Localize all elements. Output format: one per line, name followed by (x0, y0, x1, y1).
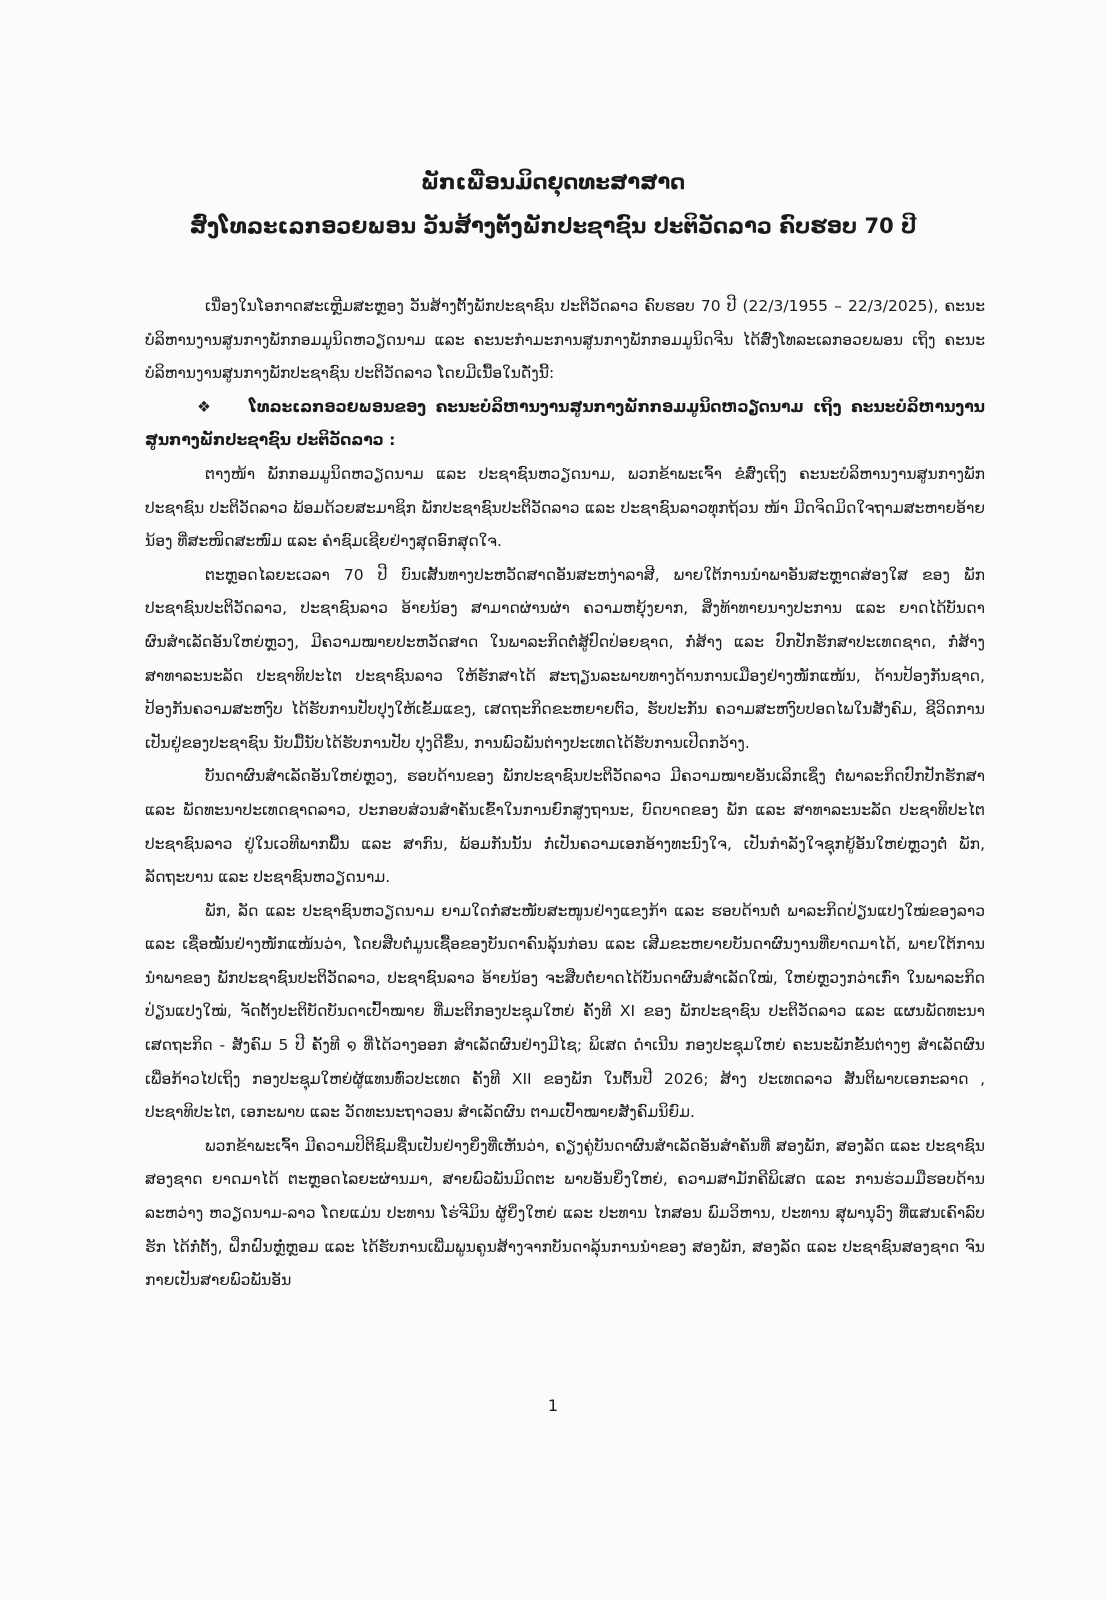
paragraph-greeting: ຕາງໜ້າ ພັກກອມມູນິດຫວຽດນາມ ແລະ ປະຊາຊົນຫວຽດນາມ, ພວກຂ້າພະເຈົ້າ ຂໍສົ່ງເຖິງ ຄະນະບໍລິຫານງານສູນກາງພັກປະຊາຊົນ ປະຕິວັດລາວ ພ້ອມດ້ວຍສະມາຊິກ ພັກປະຊາຊົນປະຕິວັດລາວ ແລະ ປະຊາຊົນລາວທຸກຖ້ວນ ໜ້າ ມີດຈິດມິດໃຈຖາມສະຫາຍອ້າຍນ້ອງ ທີ່ສະໜິດສະໜົມ ແລະ ຄຳຊົມເຊີຍຢ່າງສຸດອົກສຸດໃຈ. (145, 464, 985, 551)
document-body (145, 290, 985, 1298)
diamond-bullet-icon: ❖ (197, 397, 211, 416)
page-number: 1 (547, 1396, 559, 1415)
paragraph-relations: ພວກຂ້າພະເຈົ້າ ມີຄວາມປິຕິຊົມຊື່ນເປັນຢ່າງຍິ່ງທີ່ເຫັນວ່າ, ຄຽງຄູ່ບັນດາຜົນສຳເລັດອັນສຳຄັນທີ່ ສອງພັກ, ສອງລັດ ແລະ ປະຊາຊົນສອງຊາດ ຍາດມາໄດ້ ຕະຫຼອດໄລຍະຜ່ານມາ, ສາຍພົວພັນມິດຕະ ພາບອັນຍິ່ງໃຫຍ່, ຄວາມສາມັກຄີພິເສດ ແລະ ການຮ່ວມມືຮອບດ້ານ ລະຫວ່າງ ຫວຽດນາມ-ລາວ ໂດຍແມ່ນ ປະທານ ໂຮ່ຈີມິນ ຜູ້ຍິ່ງໃຫຍ່ ແລະ ປະທານ ໄກສອນ ພົມວິຫານ, ປະທານ ສຸພານຸວົງ ທີ່ແສນເຄົາລົບຮັກ ໄດ້ກໍ່ຕັ້ງ, ຝຶກຝົນຫຼໍ່ຫຼອມ ແລະ ໄດ້ຮັບການເພີ່ມພູນຄູນສ້າງຈາກບັນດາລຸ້ນການນຳຂອງ ສອງພັກ, ສອງລັດ ແລະ ປະຊາຊົນສອງຊາດ ຈົນກາຍເປັນສາຍພົວພັນອັນ (145, 1136, 985, 1290)
paragraph-history: ຕະຫຼອດໄລຍະເວລາ 70 ປີ ບົນເສັ້ນທາງປະຫວັດສາດອັນສະຫງ່າລາສີ, ພາຍໃຕ້ການນຳພາອັນສະຫຼາດສ່ອງໃສ ຂອງ ພັກປະຊາຊົນປະຕິວັດລາວ, ປະຊາຊົນລາວ ອ້າຍນ້ອງ ສາມາດຜ່ານຜ່າ ຄວາມຫຍຸ້ງຍາກ, ສິ່ງທ້າທາຍນາງປະການ ແລະ ຍາດໄດ້ບັນດາຜົນສຳເລັດອັນໃຫຍ່ຫຼວງ, ມີຄວາມໝາຍປະຫວັດສາດ ໃນພາລະກິດຕໍ່ສູ້ປົດປ່ອຍຊາດ, ກໍ່ສ້າງ ແລະ ປົກປັກຮັກສາປະເທດຊາດ, ກໍ່ສ້າງ ສາທາລະນະລັດ ປະຊາທິປະໄຕ ປະຊາຊົນລາວ ໃຫ້ຮັກສາໄດ້ ສະຖຽນລະພາບທາງດ້ານການເມືອງຢ່າງໜັກແໜ້ນ, ດ້ານປ້ອງກັນຊາດ, ປ້ອງກັນຄວາມສະຫງົບ ໄດ້ຮັບການປັບປຸງໃຫ້ເຂັ້ມແຂງ, ເສດຖະກິດຂະຫຍາຍຕົວ, ຮັບປະກັນ ຄວາມສະຫງົບປອດໄພໃນສັງຄົມ, ຊີວິດການເປັນຢູ່ຂອງປະຊາຊົນ ນັບມື້ນັບໄດ້ຮັບການປັບ ປຸງດີຂຶ້ນ, ການພົວພັນຕ່າງປະເທດໄດ້ຮັບການເປີດກວ້າງ. (145, 565, 985, 752)
paragraph-intro: ເນື່ອງໃນໂອກາດສະເຫຼີມສະຫຼອງ ວັນສ້າງຕັ້ງພັກປະຊາຊົນ ປະຕິວັດລາວ ຄົບຮອບ 70 ປີ (22/3/1955 – 22/3/2025), ຄະນະບໍລິຫານງານສູນກາງພັກກອມມູນິດຫວຽດນາມ ແລະ ຄະນະກຳມະການສູນກາງພັກກອມມູນິດຈີນ ໄດ້ສົ່ງໂທລະເລກອວຍພອນ ເຖິງ ຄະນະບໍລິຫານງານສູນກາງພັກປະຊາຊົນ ປະຕິວັດລາວ ໂດຍມີເນື້ອໃນດັ່ງນີ້: (145, 297, 985, 383)
document-title: ພັກເພື່ອນມິດຍຸດທະສາສາດ (420, 170, 686, 194)
paragraph-support: ພັກ, ລັດ ແລະ ປະຊາຊົນຫວຽດນາມ ຍາມໃດກໍ່ສະໜັບສະໜູນຢ່າງແຂງກ້າ ແລະ ຮອບດ້ານຕໍ່ ພາລະກິດປ່ຽນແປງໃໝ່ຂອງລາວ ແລະ ເຊື່ອໝັ້ນຢ່າງໜັກແໜ້ນວ່າ, ໂດຍສືບຕໍ່ມູນເຊື້ອຂອງບັນດາຄົນລຸ້ນກ່ອນ ແລະ ເສີມຂະຫຍາຍບັນດາຜົນງານທີ່ຍາດມາໄດ້, ພາຍໃຕ້ການນຳພາຂອງ ພັກປະຊາຊົນປະຕິວັດລາວ, ປະຊາຊົນລາວ ອ້າຍນ້ອງ ຈະສືບຕໍ່ຍາດໄດ້ບັນດາຜົນສຳເລັດໃໝ່, ໃຫຍ່ຫຼວງກວ່າເກົ່າ ໃນພາລະກິດປ່ຽນແປງໃໝ່, ຈັດຕັ້ງປະຕິບັດບັນດາເປົ້າໝາຍ ທີ່ມະຕິກອງປະຊຸມໃຫຍ່ ຄັ້ງທີ XI ຂອງ ພັກປະຊາຊົນ ປະຕິວັດລາວ ແລະ ແຜນພັດທະນາເສດຖະກິດ - ສັງຄົມ 5 ປີ ຄັ້ງທີ ໑ ທີ່ໄດ້ວາງອອກ ສຳເລັດຜົນຢ່າງມີໄຊ; ພິເສດ ດຳເນີນ ກອງປະຊຸມໃຫຍ່ ຄະນະພັກຂັ້ນຕ່າງໆ ສຳເລັດຜົນ ເພື່ອກ້າວໄປເຖິງ ກອງປະຊຸມໃຫຍ່ຜູ້ແທນທົ່ວປະເທດ ຄັ້ງທີ XII ຂອງພັກ ໃນຕົ້ນປີ 2026; ສ້າງ ປະເທດລາວ ສັນຕິພາບເອກະລາດ , ປະຊາທິປະໄຕ, ເອກະພາບ ແລະ ວັດທະນະຖາວອນ ສຳເລັດຜົນ ຕາມເປົ້າໝາຍສັງຄົມນິຍົມ. (145, 901, 985, 1122)
document-subtitle: ສົ່ງໂທລະເລກອວຍພອນ ວັນສ້າງຕັ້ງພັກປະຊາຊົນ ປະຕິວັດລາວ ຄົບຮອບ 70 ປີ (189, 214, 917, 238)
title-block (0, 160, 1106, 248)
bullet-heading-text: ໂທລະເລກອວຍພອນຂອງ ຄະນະບໍລິຫານງານສູນກາງພັກກອມມູນິດຫວຽດນາມ ເຖິງ ຄະນະບໍລິຫານງານສູນກາງພັກປະຊາຊົນ ປະຕິວັດລາວ : (145, 397, 985, 450)
paragraph-achievements: ບັນດາຜົນສຳເລັດອັນໃຫຍ່ຫຼວງ, ຮອບດ້ານຂອງ ພັກປະຊາຊົນປະຕິວັດລາວ ມີຄວາມໝາຍອັນເລິກເຊິ່ງ ຕໍ່ພາລະກິດປົກປັກຮັກສາ ແລະ ພັດທະນາປະເທດຊາດລາວ, ປະກອບສ່ວນສຳຄັນເຂົ້າໃນການຍົກສູງຖານະ, ບົດບາດຂອງ ພັກ ແລະ ສາທາລະນະລັດ ປະຊາທິປະໄຕ ປະຊາຊົນລາວ ຢູ່ໃນເວທີພາກພື້ນ ແລະ ສາກົນ, ພ້ອມກັນນັ້ນ ກໍ່ເປັນຄວາມເອກອ້າງທະນົງໃຈ, ເປັນກຳລັງໃຈຊຸກຍູ້ອັນໃຫຍ່ຫຼວງຕໍ່ ພັກ, ລັດຖະບານ ແລະ ປະຊາຊົນຫວຽດນາມ. (145, 767, 985, 887)
bullet-heading (145, 391, 985, 458)
